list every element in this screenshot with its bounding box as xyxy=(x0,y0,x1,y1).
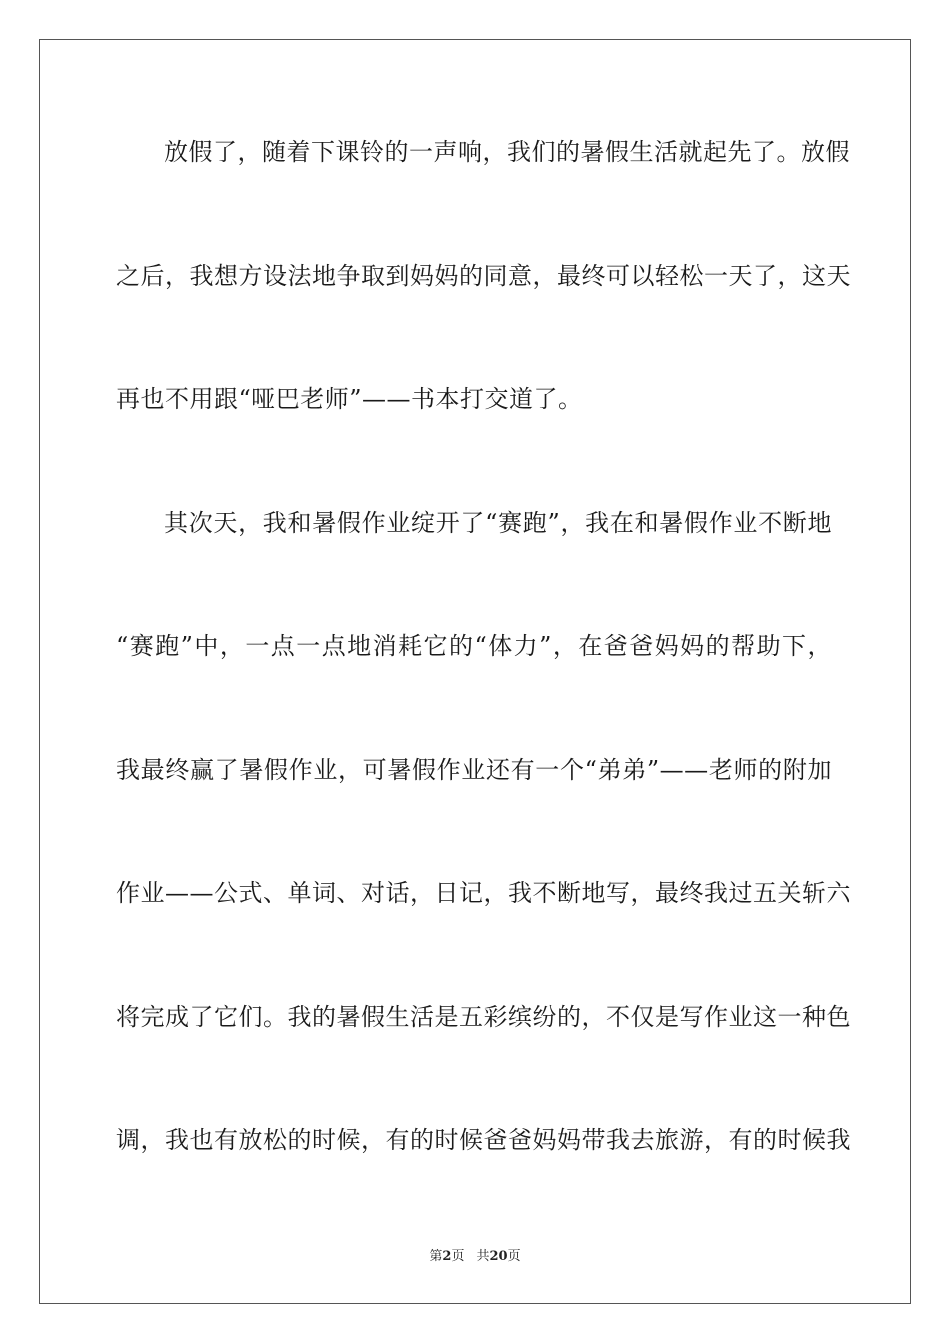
paragraph-1-line-2: 之后，我想方设法地争取到妈妈的同意，最终可以轻松一天了，这天 xyxy=(116,262,851,290)
paragraph-1-line-3: 再也不用跟“哑巴老师”——书本打交道了。 xyxy=(116,385,583,413)
paragraph-2-line-3: 我最终赢了暑假作业，可暑假作业还有一个“弟弟”——老师的附加 xyxy=(116,756,832,784)
paragraph-2-line-2: “赛跑”中，一点一点地消耗它的“体力”，在爸爸妈妈的帮助下， xyxy=(116,632,832,660)
paragraph-1-line-1: 放假了，随着下课铃的一声响，我们的暑假生活就起先了。放假 xyxy=(164,138,850,166)
footer-total-suffix: 页 xyxy=(507,1249,521,1264)
footer-total-number: 20 xyxy=(489,1249,508,1264)
footer-page-number: 2 xyxy=(442,1249,452,1264)
page-footer xyxy=(0,1249,950,1265)
paragraph-2-line-6: 调，我也有放松的时候，有的时候爸爸妈妈带我去旅游，有的时候我 xyxy=(116,1126,851,1154)
footer-page-suffix: 页 xyxy=(451,1249,465,1264)
paragraph-2-line-1: 其次天，我和暑假作业绽开了“赛跑”，我在和暑假作业不断地 xyxy=(164,509,832,537)
page-border xyxy=(39,39,911,1304)
paragraph-2-line-5: 将完成了它们。我的暑假生活是五彩缤纷的，不仅是写作业这一种色 xyxy=(116,1003,851,1031)
footer-page-prefix: 第 xyxy=(429,1249,443,1264)
footer-total-prefix: 共 xyxy=(476,1249,490,1264)
paragraph-2-line-4: 作业——公式、单词、对话，日记，我不断地写，最终我过五关斩六 xyxy=(116,879,851,907)
